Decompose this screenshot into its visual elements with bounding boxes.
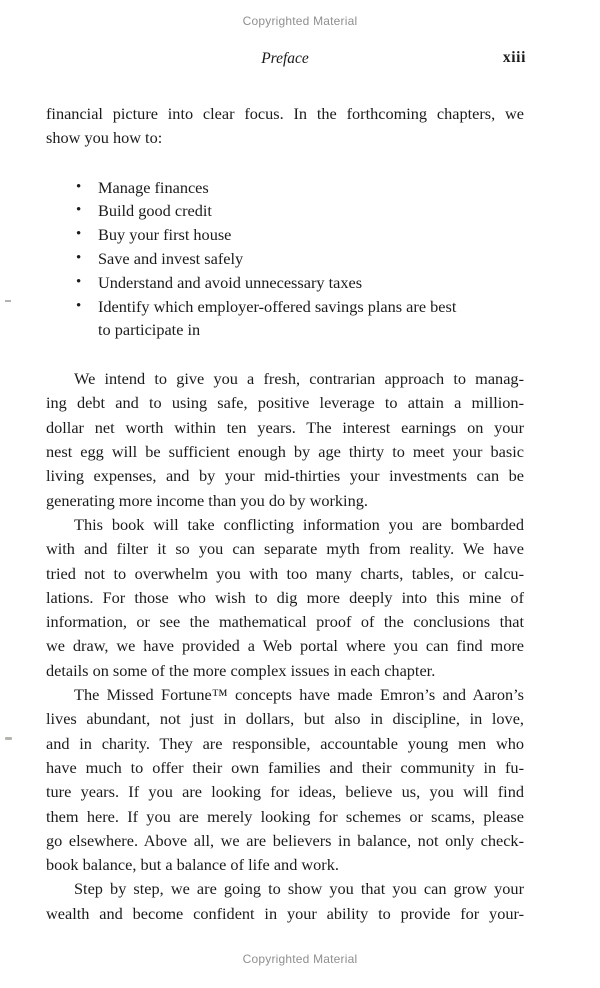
text-line: Understand and avoid unnecessary taxes (98, 272, 363, 292)
text-line: ture years. If you are looking for ideas, believe us, you will find (46, 782, 524, 802)
page-content (46, 102, 524, 926)
page-number: xiii (502, 49, 526, 66)
bullet-item (76, 271, 524, 295)
bullet-item (76, 295, 524, 343)
text-line: we draw, we have provided a Web portal where you can find more (46, 636, 524, 656)
scan-artifact (5, 300, 11, 302)
text-line: go elsewhere. Above all, we are believers in balance, not only check- (46, 830, 524, 850)
bullet-item (76, 176, 524, 200)
text-line: We intend to give you a fresh, contrarian approach to manag- (74, 369, 524, 389)
bullet-icon: • (76, 297, 82, 314)
bullet-text (98, 247, 243, 271)
bullet-text (98, 223, 231, 247)
text-line: have much to offer their own families and their community in fu- (46, 757, 524, 777)
paragraph (46, 513, 524, 683)
text-line: information, or see the mathematical proof of the conclusions that (46, 612, 524, 632)
text-line: Step by step, we are going to show you that you can grow your (74, 879, 524, 899)
bullet-text (98, 271, 362, 295)
bullet-item (76, 247, 524, 271)
bullet-text (98, 295, 456, 343)
text-line: and in charity. They are responsible, accountable young men who (46, 733, 524, 753)
text-line: lations. For those who wish to dig more deeply into this mine of (46, 587, 524, 607)
bullet-icon: • (76, 249, 82, 266)
text-line: generating more income than you do by working. (46, 490, 368, 510)
bullet-icon: • (76, 202, 82, 219)
paragraph (46, 877, 524, 926)
bullet-list (76, 176, 524, 343)
text-line: book balance, but a balance of life and work. (46, 855, 339, 875)
text-line: nest egg will be sufficient enough by age thirty to meet your basic (46, 442, 524, 462)
bullet-item (76, 199, 524, 223)
text-line: dollar net worth within ten years. The interest earnings on your (46, 417, 524, 437)
scan-artifact (5, 737, 12, 740)
page-title: Preface (261, 50, 309, 67)
bullet-text (98, 199, 212, 223)
text-line: Build good credit (98, 201, 212, 221)
copyright-notice-bottom: Copyrighted Material (242, 952, 358, 966)
text-line: Buy your first house (98, 225, 232, 245)
bullet-icon: • (76, 273, 82, 290)
text-line: living expenses, and by your mid-thirties your investments can be (46, 466, 524, 486)
text-line: wealth and become confident in your ability to provide for your- (46, 903, 524, 923)
text-line: with and filter it so you can separate myth from reality. We have (46, 539, 524, 559)
paragraph (46, 683, 524, 877)
copyright-notice-top: Copyrighted Material (242, 14, 358, 28)
paragraph (46, 367, 524, 513)
text-line: The Missed Fortune™ concepts have made Emron’s and Aaron’s (74, 685, 524, 705)
text-line: financial picture into clear focus. In the forthcoming chapters, we (46, 104, 524, 123)
text-line: to participate in (98, 320, 201, 340)
bullet-icon: • (76, 178, 82, 195)
text-line: Identify which employer-offered savings plans are best (98, 296, 457, 316)
text-line: This book will take conflicting information you are bombarded (74, 514, 524, 534)
bullet-icon: • (76, 226, 82, 243)
text-line: Save and invest safely (98, 248, 244, 268)
page-header (46, 50, 524, 72)
bullet-text (98, 176, 209, 200)
text-line: them here. If you are merely looking for schemes or scams, please (46, 806, 524, 826)
text-line: ing debt and to using safe, positive leverage to attain a million- (46, 393, 524, 413)
paragraph (46, 102, 524, 151)
bullet-item (76, 223, 524, 247)
text-line: details on some of the more complex issues in each chapter. (46, 660, 436, 680)
text-line: lives abundant, not just in dollars, but also in discipline, in love, (46, 709, 524, 729)
text-line: tried not to overwhelm you with too many charts, tables, or calcu- (46, 563, 524, 583)
text-line: show you how to: (46, 128, 163, 148)
text-line: Manage finances (98, 177, 209, 197)
